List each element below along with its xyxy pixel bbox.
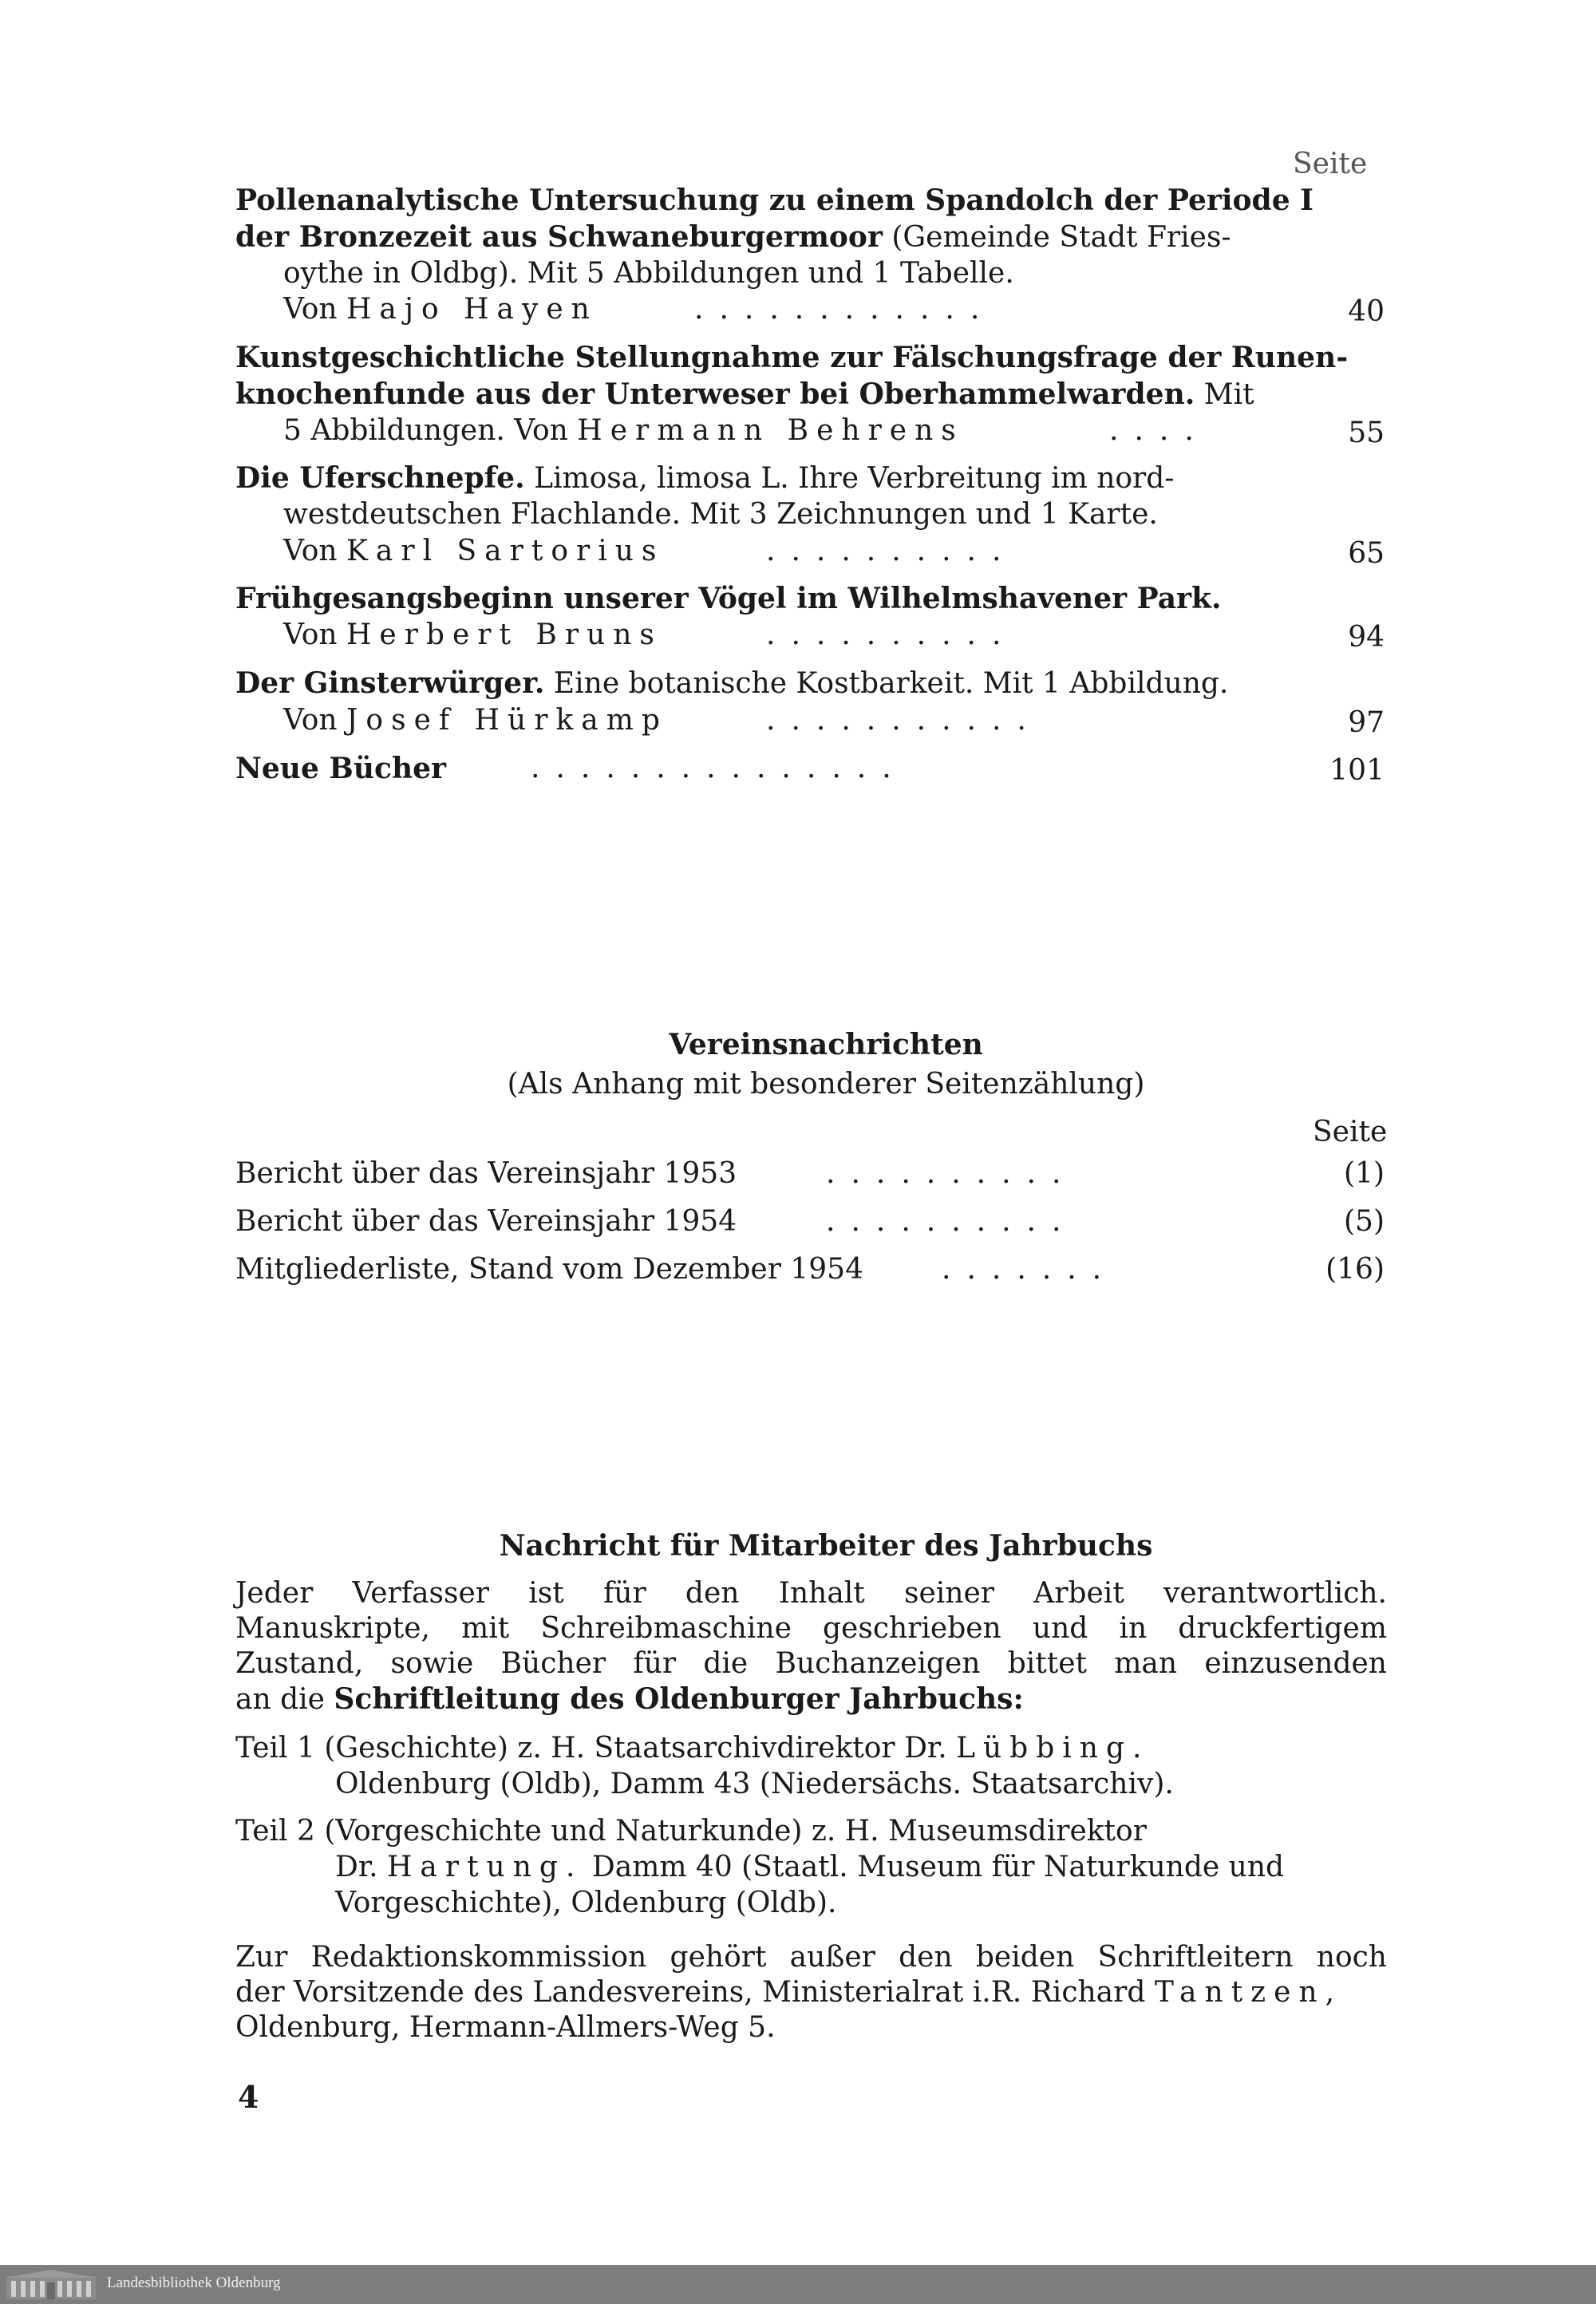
toc-entry-1-title-rest-2: (Gemeinde Stadt Fries- — [882, 221, 1231, 254]
teil2-name: Hartung. — [387, 1851, 583, 1883]
vn-item-3-page: (16) — [1325, 1253, 1385, 1286]
nachricht-para-line-3: Zustand, sowie Bücher für die Buchanzeigen bittet man einzusenden — [235, 1647, 1387, 1680]
toc-entry-6-page: 101 — [1329, 754, 1385, 787]
nachricht-para-line-4 — [235, 1681, 1024, 1718]
nachricht-para-line-2: Manuskripte, mit Schreibmaschine geschrieben und in druckfertigem — [235, 1612, 1387, 1645]
toc-entry-3-author-prefix: Von — [283, 535, 346, 567]
toc-entry-1-title-line-2 — [235, 219, 1231, 256]
toc-entry-5-author-prefix: Von — [283, 704, 346, 737]
toc-entry-1-page: 40 — [1348, 295, 1385, 328]
vereinsnachrichten-subheading: (Als Anhang mit besonderer Seitenzählung) — [507, 1068, 1145, 1101]
toc-entry-2-line-3-prefix: 5 Abbildungen. Von — [283, 414, 578, 447]
toc-entry-5-dots: ........... — [766, 704, 1042, 737]
redaktion-line-1: Zur Redaktionskommission gehört außer den beiden Schriftleitern noch — [235, 1941, 1387, 1974]
vn-item-2-page: (5) — [1344, 1205, 1385, 1238]
vn-item-1-label: Bericht über das Vereinsjahr 1953 — [235, 1157, 737, 1190]
toc-entry-2-page: 55 — [1348, 417, 1385, 449]
teil2-line-2 — [335, 1849, 1284, 1886]
vn-item-3-dots: ....... — [942, 1253, 1118, 1286]
library-building-icon — [6, 2270, 96, 2299]
toc-entry-1-author-prefix: Von — [283, 293, 346, 326]
toc-entry-1-title-bold-2: der Bronzezeit aus Schwaneburgermoor — [235, 220, 883, 254]
toc-entry-2-dots: .... — [1109, 414, 1210, 447]
toc-entry-6-dots: ............... — [531, 752, 907, 784]
toc-entry-4-dots: .......... — [766, 618, 1017, 651]
toc-entry-2-title-rest-2: Mit — [1195, 378, 1254, 411]
vn-item-3-label: Mitgliederliste, Stand vom Dezember 1954 — [235, 1253, 863, 1286]
teil1-line-2: Oldenburg (Oldb), Damm 43 (Niedersächs. Staatsarchiv). — [335, 1768, 1174, 1800]
toc-entry-3-author: Karl Sartorius — [346, 535, 665, 567]
vn-item-1-dots: .......... — [826, 1157, 1077, 1190]
teil1-line-1 — [235, 1730, 1149, 1767]
vereinsnachrichten-heading: Vereinsnachrichten — [669, 1028, 983, 1061]
redaktion-line-3: Oldenburg, Hermann-Allmers-Weg 5. — [235, 2011, 776, 2044]
vn-item-1-page: (1) — [1344, 1157, 1385, 1190]
toc-entry-4-title: Frühgesangsbeginn unserer Vögel im Wilhelmshavener Park. — [235, 582, 1222, 615]
toc-entry-1-author-line — [283, 291, 598, 328]
toc-entry-3-title-rest: Limosa, limosa L. Ihre Verbreitung im nord- — [524, 462, 1175, 495]
nachricht-heading: Nachricht für Mitarbeiter des Jahrbuchs — [499, 1529, 1153, 1563]
page-number: 4 — [238, 2079, 259, 2115]
vereinsnachrichten-seite-header: Seite — [1313, 1116, 1388, 1148]
toc-entry-3-title-line — [235, 460, 1174, 497]
toc-entry-3-dots: .......... — [766, 535, 1017, 567]
toc-entry-6-title: Neue Bücher — [235, 752, 446, 785]
teil2-line-1: Teil 2 (Vorgeschichte und Naturkunde) z. H. Museumsdirektor — [235, 1815, 1147, 1848]
toc-entry-5-page: 97 — [1348, 706, 1385, 739]
toc-entry-4-author-line — [283, 617, 662, 654]
teil2-line-2-prefix: Dr. — [335, 1851, 388, 1883]
redaktion-line-2-prefix: der Vorsitzende des Landesvereins, Ministerialrat i.R. Richard — [235, 1976, 1155, 2009]
toc-entry-5-title-rest: Eine botanische Kostbarkeit. Mit 1 Abbildung. — [544, 667, 1229, 700]
toc-entry-5-title-line — [235, 665, 1228, 702]
library-name: Landesbibliothek Oldenburg — [107, 2274, 281, 2291]
toc-entry-2-author: Hermann Behrens — [577, 414, 964, 447]
schriftleitung-label: Schriftleitung des Oldenburger Jahrbuchs: — [334, 1682, 1024, 1716]
redaktion-line-2 — [235, 1974, 1342, 2011]
seite-header: Seite — [1293, 148, 1368, 180]
toc-entry-1-author: Hajo Hayen — [346, 293, 598, 326]
toc-entry-5-title: Der Ginsterwürger. — [235, 666, 545, 700]
nachricht-para-line-1: Jeder Verfasser ist für den Inhalt seiner Arbeit verantwortlich. — [235, 1577, 1387, 1610]
toc-entry-4-author-prefix: Von — [283, 618, 346, 651]
toc-entry-2-title-line-2 — [235, 376, 1254, 413]
toc-entry-5-author-line — [283, 702, 668, 739]
teil2-line-3: Vorgeschichte), Oldenburg (Oldb). — [335, 1887, 837, 1919]
toc-entry-1-title: Pollenanalytische Untersuchung zu einem Spandolch der Periode I — [235, 184, 1314, 217]
toc-entry-3-line-2: westdeutschen Flachlande. Mit 3 Zeichnungen und 1 Karte. — [283, 498, 1158, 531]
toc-entry-1-line-3: oythe in Oldbg). Mit 5 Abbildungen und 1 Tabelle. — [283, 257, 1014, 290]
toc-entry-2-author-line — [283, 413, 964, 449]
teil2-line-2-rest: Damm 40 (Staatl. Museum für Naturkunde und — [583, 1851, 1285, 1883]
toc-entry-3-author-line — [283, 533, 664, 570]
vn-item-2-label: Bericht über das Vereinsjahr 1954 — [235, 1205, 737, 1238]
toc-entry-4-author: Herbert Bruns — [346, 618, 662, 651]
teil1-name: Lübbing. — [956, 1732, 1150, 1765]
toc-entry-3-title: Die Uferschnepfe. — [235, 461, 525, 495]
teil1-line-1-prefix: Teil 1 (Geschichte) z. H. Staatsarchivdirektor Dr. — [235, 1732, 957, 1765]
toc-entry-2-title-bold-2: knochenfunde aus der Unterweser bei Oberhammelwarden. — [235, 377, 1195, 411]
toc-entry-4-page: 94 — [1348, 621, 1385, 654]
redaktion-name: Tantzen, — [1154, 1976, 1343, 2009]
nachricht-para-line-4-prefix: an die — [235, 1683, 334, 1716]
vn-item-2-dots: .......... — [826, 1205, 1077, 1238]
library-footer — [0, 2265, 1596, 2304]
toc-entry-3-page: 65 — [1348, 537, 1385, 570]
toc-entry-2-title: Kunstgeschichtliche Stellungnahme zur Fälschungsfrage der Runen- — [235, 341, 1349, 374]
toc-entry-1-dots: ............ — [694, 293, 996, 326]
toc-entry-5-author: Josef Hürkamp — [346, 704, 668, 737]
